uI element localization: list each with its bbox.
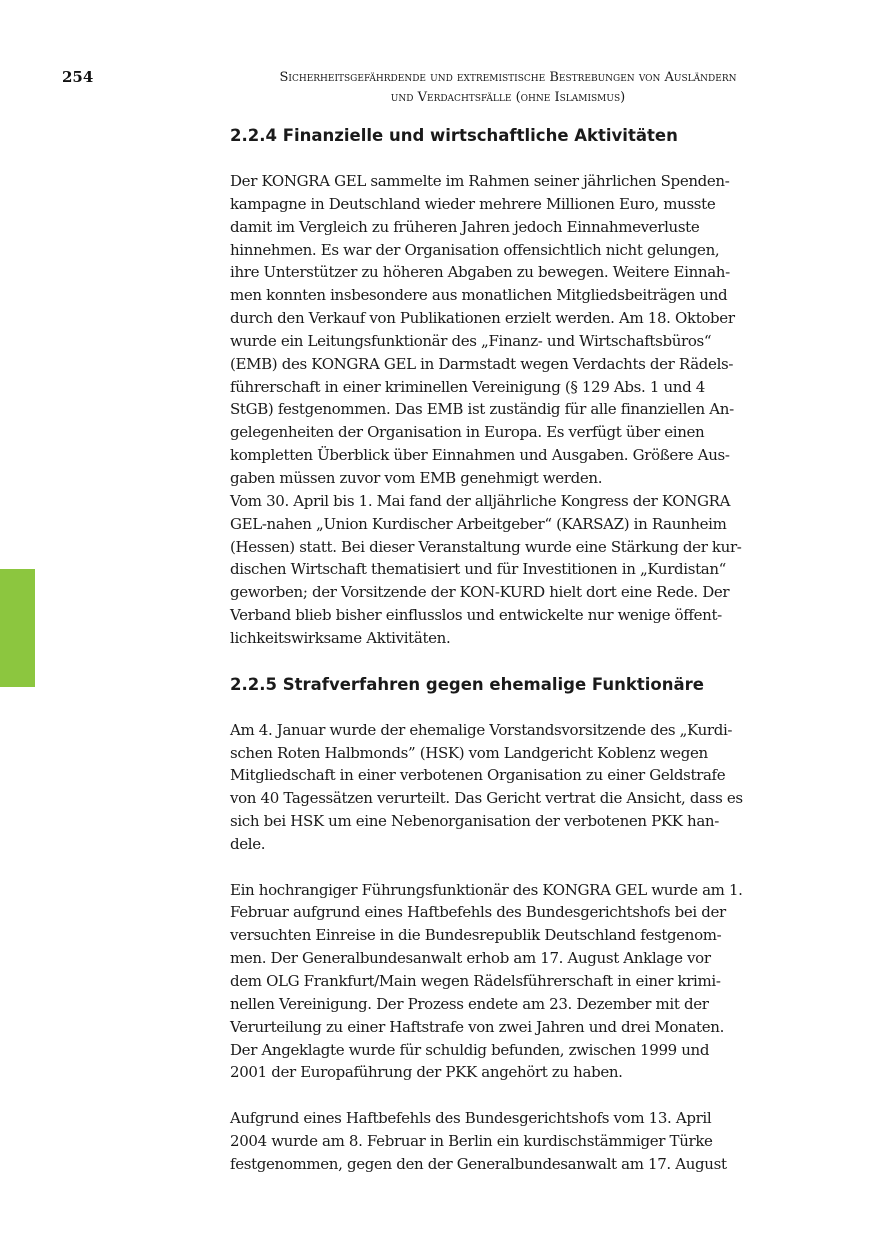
- section-2-2-5: [230, 673, 790, 1176]
- text-line: 2004 wurde am 8. Februar in Berlin ein kurdischstämmiger Türke: [230, 1131, 713, 1150]
- paragraph: [230, 879, 790, 1085]
- page-number: 254: [62, 68, 94, 86]
- text-line: GEL-nahen „Union Kurdischer Arbeitgeber“ (KARSAZ) in Raunheim: [230, 514, 727, 533]
- text-line: versuchten Einreise in die Bundesrepublik Deutschland festgenom-: [230, 926, 722, 945]
- text-line: festgenommen, gegen den der Generalbundesanwalt am 17. August: [230, 1154, 727, 1173]
- text-line: Vom 30. April bis 1. Mai fand der alljährliche Kongress der KONGRA: [230, 491, 731, 510]
- running-head-line-1: Sicherheitsgefährdende und extremistische Bestrebungen von Ausländern: [279, 70, 737, 85]
- section-body: [230, 170, 790, 650]
- text-line: führerschaft in einer kriminellen Vereinigung (§ 129 Abs. 1 und 4: [230, 377, 705, 396]
- section-body: [230, 719, 790, 1176]
- text-line: Verband blieb bisher einflusslos und entwickelte nur wenige öffent-: [230, 606, 722, 625]
- running-head: [228, 68, 788, 108]
- section-heading: 2.2.5 Strafverfahren gegen ehemalige Funktionäre: [230, 674, 704, 694]
- text-line: nellen Vereinigung. Der Prozess endete am 23. Dezember mit der: [230, 994, 709, 1013]
- text-line: damit im Vergleich zu früheren Jahren jedoch Einnahmeverluste: [230, 217, 700, 236]
- section-2-2-4: [230, 124, 790, 650]
- text-line: Ein hochrangiger Führungsfunktionär des KONGRA GEL wurde am 1.: [230, 880, 743, 899]
- paragraph: [230, 719, 790, 856]
- chapter-side-tab: [0, 569, 35, 687]
- text-line: hinnehmen. Es war der Organisation offensichtlich nicht gelungen,: [230, 240, 720, 259]
- section-heading: 2.2.4 Finanzielle und wirtschaftliche Aktivitäten: [230, 126, 678, 145]
- paragraph: [230, 490, 790, 650]
- text-line: (EMB) des KONGRA GEL in Darmstadt wegen Verdachts der Rädels-: [230, 354, 734, 373]
- text-line: kampagne in Deutschland wieder mehrere Millionen Euro, musste: [230, 194, 716, 213]
- text-line: dem OLG Frankfurt/Main wegen Rädelsführerschaft in einer krimi-: [230, 972, 721, 990]
- text-line: 2001 der Europaführung der PKK angehört zu haben.: [230, 1063, 623, 1082]
- text-line: Verurteilung zu einer Haftstrafe von zwei Jahren und drei Monaten.: [230, 1017, 724, 1036]
- paragraph: [230, 1107, 790, 1176]
- text-line: men. Der Generalbundesanwalt erhob am 17. August Anklage vor: [230, 949, 711, 968]
- text-line: ihre Unterstützer zu höheren Abgaben zu bewegen. Weitere Einnah-: [230, 263, 730, 282]
- text-line: StGB) festgenommen. Das EMB ist zuständig für alle finanziellen An-: [230, 400, 734, 419]
- text-line: (Hessen) statt. Bei dieser Veranstaltung wurde eine Stärkung der kur-: [230, 537, 742, 556]
- text-line: geworben; der Vorsitzende der KON-KURD hielt dort eine Rede. Der: [230, 583, 730, 602]
- text-line: Am 4. Januar wurde der ehemalige Vorstandsvorsitzende des „Kurdi-: [230, 720, 733, 739]
- text-line: Mitgliedschaft in einer verbotenen Organisation zu einer Geldstrafe: [230, 766, 726, 785]
- text-line: durch den Verkauf von Publikationen erzielt werden. Am 18. Oktober: [230, 309, 735, 328]
- text-line: von 40 Tagessätzen verurteilt. Das Gericht vertrat die Ansicht, dass es: [230, 789, 743, 808]
- text-line: men konnten insbesondere aus monatlichen Mitgliedsbeiträgen und: [230, 286, 728, 305]
- text-line: dele.: [230, 834, 266, 853]
- paragraph: [230, 170, 790, 490]
- text-line: wurde ein Leitungsfunktionär des „Finanz- und Wirtschaftsbüros“: [230, 331, 712, 350]
- text-line: lichkeitswirksame Aktivitäten.: [230, 628, 451, 647]
- text-line: Der KONGRA GEL sammelte im Rahmen seiner jährlichen Spenden-: [230, 172, 730, 190]
- text-line: Aufgrund eines Haftbefehls des Bundesgerichtshofs vom 13. April: [230, 1109, 712, 1128]
- text-line: gaben müssen zuvor vom EMB genehmigt werden.: [230, 468, 603, 487]
- text-line: sich bei HSK um eine Nebenorganisation der verbotenen PKK han-: [230, 812, 719, 831]
- main-content: [230, 124, 790, 1176]
- text-line: kompletten Überblick über Einnahmen und Ausgaben. Größere Aus-: [230, 446, 730, 465]
- running-head-line-2: und Verdachtsfälle (ohne Islamismus): [390, 90, 626, 105]
- text-line: Der Angeklagte wurde für schuldig befunden, zwischen 1999 und: [230, 1040, 710, 1059]
- text-line: gelegenheiten der Organisation in Europa. Es verfügt über einen: [230, 423, 705, 442]
- text-line: Februar aufgrund eines Haftbefehls des Bundesgerichtshofs bei der: [230, 903, 726, 922]
- text-line: dischen Wirtschaft thematisiert und für Investitionen in „Kurdistan“: [230, 560, 726, 579]
- text-line: schen Roten Halbmonds” (HSK) vom Landgericht Koblenz wegen: [230, 743, 708, 762]
